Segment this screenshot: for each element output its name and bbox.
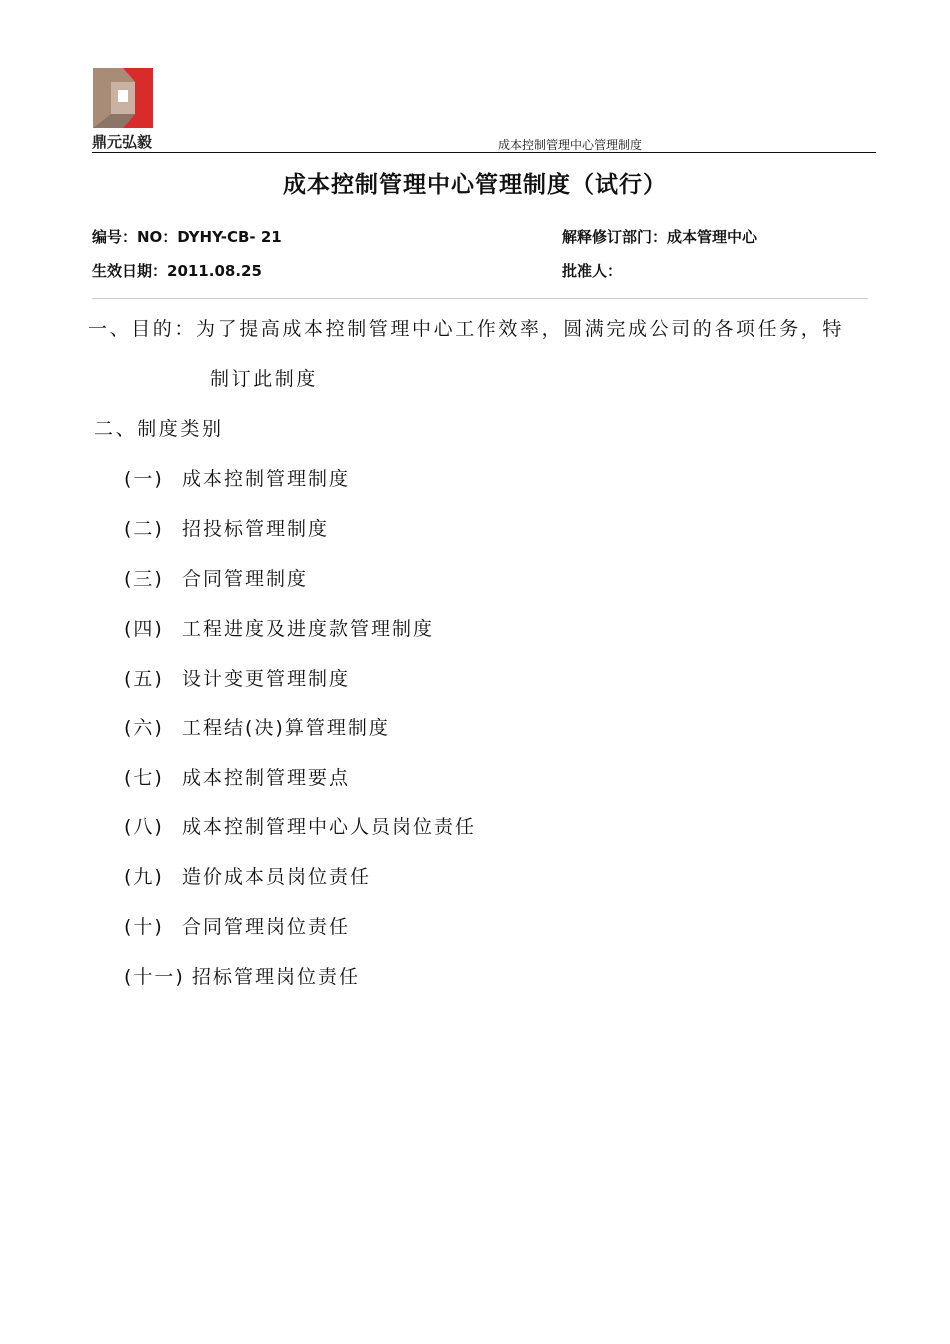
list-item-label: 成本控制管理制度 (182, 468, 351, 490)
revision-department: 解释修订部门：成本管理中心 (562, 228, 758, 246)
list-item (124, 769, 350, 788)
list-item (124, 968, 360, 987)
list-item-label: 成本控制管理要点 (182, 767, 351, 789)
list-item-label: 招投标管理制度 (182, 518, 330, 540)
running-header-title: 成本控制管理中心管理制度 (498, 138, 643, 152)
company-logo (93, 68, 153, 128)
list-item (124, 570, 308, 589)
list-item-label: 造价成本员岗位责任 (182, 866, 372, 888)
meta-divider (92, 298, 868, 299)
list-item-number: (十) (124, 916, 164, 938)
purpose-line-2: 制订此制度 (210, 368, 319, 390)
approver: 批准人： (562, 262, 623, 280)
list-item-label: 合同管理岗位责任 (182, 916, 351, 938)
list-item-number: (六) (124, 717, 164, 739)
list-item-number: (二) (124, 518, 164, 540)
document-number: 编号：NO：DYHY-CB- 21 (92, 228, 282, 246)
list-item-number: (一) (124, 468, 164, 490)
list-item-label: 设计变更管理制度 (182, 668, 351, 690)
list-item-number: (八) (124, 816, 164, 838)
header-divider (92, 152, 876, 153)
purpose-line-1: 一、目的：为了提高成本控制管理中心工作效率，圆满完成公司的各项任务，特 (88, 318, 845, 340)
list-item (124, 868, 371, 887)
list-item-label: 工程进度及进度款管理制度 (182, 618, 435, 640)
document-title: 成本控制管理中心管理制度（试行） (283, 172, 667, 198)
list-item-label: 工程结(决)算管理制度 (182, 717, 390, 739)
list-item (124, 670, 350, 689)
list-item-label: 成本控制管理中心人员岗位责任 (182, 816, 477, 838)
section-heading-categories: 二、制度类别 (94, 418, 224, 440)
list-item-label: 合同管理制度 (182, 568, 309, 590)
list-item-label: 招标管理岗位责任 (192, 966, 361, 988)
list-item (124, 520, 329, 539)
list-item-number: (三) (124, 568, 164, 590)
list-item-number: (十一) (124, 966, 185, 988)
logo-mark-icon (93, 68, 153, 128)
list-item-number: (四) (124, 618, 164, 640)
list-item (124, 719, 390, 738)
list-item-number: (七) (124, 767, 164, 789)
list-item (124, 620, 434, 639)
list-item (124, 470, 350, 489)
effective-date: 生效日期：2011.08.25 (92, 262, 262, 280)
list-item-number: (九) (124, 866, 164, 888)
list-item-number: (五) (124, 668, 164, 690)
list-item (124, 918, 350, 937)
list-item (124, 818, 476, 837)
logo-text: 鼎元弘毅 (92, 133, 153, 151)
